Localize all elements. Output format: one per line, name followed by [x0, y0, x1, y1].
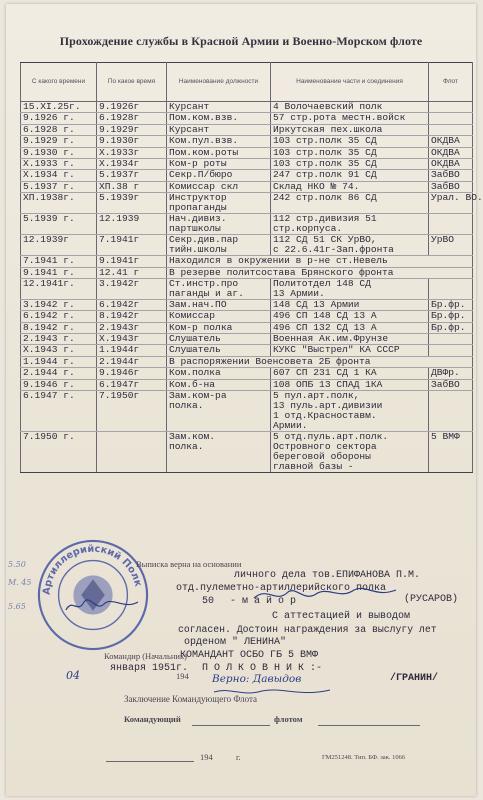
cell-pos: Курсант — [167, 102, 271, 113]
cell-unit: 112 стр.дивизия 51 стр.корпуса. — [271, 214, 429, 235]
cell-unit: 148 СД 13 Армии — [271, 299, 429, 310]
cell-from: 2.1944 г. — [21, 368, 97, 379]
cell-fleet: 5 ВМФ — [429, 432, 473, 473]
rank-line: - м а й о р — [230, 596, 297, 607]
document-title: Прохождение службы в Красной Армии и Военно-Морском флоте — [59, 34, 423, 48]
year-fragment: 50 — [202, 596, 215, 607]
cell-pos: Нач.дивиз. партшколы — [167, 214, 271, 235]
major-name: (РУСАРОВ) — [404, 594, 459, 605]
cell-fleet — [429, 124, 473, 135]
cell-fleet: ЗабВО — [429, 379, 473, 390]
print-mark: ГМ251248. Тип. БФ. зак. 1066 — [322, 754, 406, 761]
colonel-name: /ГРАНИН/ — [390, 673, 439, 684]
cell-to: 2.1944г — [97, 356, 167, 367]
cell-from: 7.1950 г. — [21, 432, 97, 473]
commanding-label: Командующий — [124, 714, 181, 724]
cell-unit: 5 пул.арт.полк, 13 пуль.арт.дивизии 1 отд.Красноставм. Армии. — [271, 391, 429, 432]
cell-to: X.1933г — [97, 147, 167, 158]
cell-fleet — [429, 391, 473, 432]
cell-pos: Слушатель — [167, 334, 271, 345]
margin-note-2: M. 45 — [8, 578, 32, 587]
cell-from: 8.1942 г. — [21, 322, 97, 333]
cell-from: X.1934 г. — [21, 170, 97, 181]
cell-unit: 607 СП 231 СД 1 КА — [271, 368, 429, 379]
table-row — [21, 158, 473, 169]
col-header-from: С какого времени — [21, 63, 97, 102]
cell-from: 5.1939 г. — [21, 214, 97, 235]
cell-pos: В распоряжении Военсовета 2Б фронта — [167, 356, 473, 367]
cell-to — [97, 432, 167, 473]
table-row — [21, 170, 473, 181]
table-row — [21, 113, 473, 124]
table-row — [21, 311, 473, 322]
table-row — [21, 322, 473, 333]
cell-unit: 108 ОПБ 13 СПАД 1КА — [271, 379, 429, 390]
cell-pos: Комиссар скл — [167, 181, 271, 192]
cell-fleet — [429, 334, 473, 345]
date-prefix: 04 — [66, 669, 80, 682]
cell-unit: 57 стр.рота местн.войск — [271, 113, 429, 124]
cell-pos: В резерве политсостава Брянского фронта — [167, 267, 473, 278]
cell-pos: Комиссар — [167, 311, 271, 322]
cell-fleet — [429, 278, 473, 299]
cell-pos: Секр.П/бюро — [167, 170, 271, 181]
agree-line: С аттестацией и выводом — [272, 611, 411, 622]
cell-unit: КУКС "Выстрел" КА СССР — [271, 345, 429, 356]
cell-to: 6.1928г — [97, 113, 167, 124]
cell-from: 7.1941 г. — [21, 256, 97, 267]
table-row — [21, 334, 473, 345]
cell-fleet: ОКДВА — [429, 147, 473, 158]
rank-colonel: П О Л К О В Н И К :- — [202, 663, 323, 674]
table-row — [21, 193, 473, 214]
table-header-row — [21, 63, 473, 102]
table-row — [21, 147, 473, 158]
date-line: января 1951г. — [110, 663, 189, 674]
table-row — [21, 299, 473, 310]
cell-pos: Пом.ком.роты — [167, 147, 271, 158]
cell-fleet: ЗабВО — [429, 170, 473, 181]
margin-note-1: 5.50 — [8, 560, 26, 569]
stamp-text: Артиллерийский Полк — [41, 543, 144, 596]
table-row — [21, 181, 473, 192]
cell-from: 9.1946 г. — [21, 379, 97, 390]
cell-to: 5.1939г — [97, 193, 167, 214]
table-row — [21, 136, 473, 147]
signature-verified-text: Верно: Давыдов — [212, 673, 302, 685]
cell-pos: Инструктор пропаганды — [167, 193, 271, 214]
cell-unit: 103 стр.полк 35 СД — [271, 158, 429, 169]
cell-to: 5.1937г — [97, 170, 167, 181]
cell-to: 12.1939 — [97, 214, 167, 235]
table-row — [21, 278, 473, 299]
cell-unit: 103 стр.полк 35 СД — [271, 147, 429, 158]
cell-to: X.1943г — [97, 334, 167, 345]
cell-pos: Ком.полка — [167, 368, 271, 379]
table-row — [21, 432, 473, 473]
cell-pos: Пом.ком.взв. — [167, 113, 271, 124]
table-body — [21, 101, 483, 473]
unit-line: отд.пулеметно-артиллерийского полка — [176, 583, 387, 594]
commander-label: Командир (Начальник) — [104, 651, 187, 661]
commander-line: КОМАНДАНТ ОСБО ГБ 5 ВМФ — [180, 650, 319, 661]
cell-from: 15.XI.25г. — [21, 102, 97, 113]
cell-unit: Склад НКО № 74. — [271, 181, 429, 192]
cell-unit: 4 Волочаевский полк — [271, 102, 429, 113]
cell-pos: Зам.ком. полка. — [167, 432, 271, 473]
cell-pos: Ком.пул.взв. — [167, 136, 271, 147]
verified-suffix: личного дела тов.ЕПИФАНОВА П.М. — [234, 570, 421, 581]
cell-unit: 247 стр.полк 91 СД — [271, 170, 429, 181]
cell-unit: Политотдел 148 СД 13 Армии. — [271, 278, 429, 299]
table-row — [21, 235, 473, 256]
document-sheet — [6, 4, 483, 796]
cell-to: 6.1942г — [97, 299, 167, 310]
cell-to: 2.1943г — [97, 322, 167, 333]
cell-pos: Секр.див.пар тийн.школы — [167, 235, 271, 256]
cell-from: 6.1947 г. — [21, 391, 97, 432]
cell-fleet: Бр.фр. — [429, 311, 473, 322]
cell-from: 9.1926 г. — [21, 113, 97, 124]
cell-from: 6.1942 г. — [21, 311, 97, 322]
table-row — [21, 345, 473, 356]
cell-from: 2.1943 г. — [21, 334, 97, 345]
cell-fleet: ДВФр. — [429, 368, 473, 379]
cell-unit: 5 отд.пуль.арт.полк. Островного сектора береговой обороны главной базы - — [271, 432, 429, 473]
cell-pos: Ст.инстр.про паганды и аг. — [167, 278, 271, 299]
cell-fleet: ОКДВА — [429, 136, 473, 147]
cell-to: 7.1950г — [97, 391, 167, 432]
cell-to: 6.1947г — [97, 379, 167, 390]
table-row — [21, 256, 473, 267]
cell-pos: Зам.нач.ПО — [167, 299, 271, 310]
cell-unit: 496 СП 148 СД 13 А — [271, 311, 429, 322]
table-row — [21, 379, 473, 390]
table-row — [21, 214, 473, 235]
cell-from: 9.1929 г. — [21, 136, 97, 147]
cell-pos: Ком-р роты — [167, 158, 271, 169]
cell-to: 1.1944г — [97, 345, 167, 356]
cell-from: 9.1941 г. — [21, 267, 97, 278]
cell-fleet: Бр.фр. — [429, 299, 473, 310]
cell-fleet: ЗабВО — [429, 181, 473, 192]
cell-pos: Ком.б-на — [167, 379, 271, 390]
cell-to: 9.1941г — [97, 256, 167, 267]
award-line-2: орденом " ЛЕНИНА" — [184, 637, 287, 648]
table-row — [21, 356, 473, 367]
cell-to: 9.1926г — [97, 102, 167, 113]
cell-unit: 103 стр.полк 35 СД — [271, 136, 429, 147]
cell-to: 7.1941г — [97, 235, 167, 256]
cell-to: 8.1942г — [97, 311, 167, 322]
cell-to: 12.41 г — [97, 267, 167, 278]
col-header-to: По какое время — [97, 63, 167, 102]
table-row — [21, 124, 473, 135]
cell-pos: Курсант — [167, 124, 271, 135]
cell-pos: Зам.ком-ра полка. — [167, 391, 271, 432]
col-header-position: Наименование должности — [167, 63, 271, 102]
cell-fleet: Урал. ВО. — [429, 193, 473, 214]
award-line-1: согласен. Достоин награждения за выслугу лет — [178, 624, 437, 635]
cell-from: X.1943 г. — [21, 345, 97, 356]
cell-unit: 496 СП 132 СД 13 А — [271, 322, 429, 333]
year-printed: 194 — [176, 671, 189, 681]
table-row — [21, 102, 473, 113]
cell-pos: Находился в окружении в р-не ст.Невель — [167, 256, 473, 267]
cell-fleet: Бр.фр. — [429, 322, 473, 333]
signature-date — [62, 592, 142, 618]
cell-to: XП.38 г — [97, 181, 167, 192]
margin-note-3: 5.65 — [8, 602, 26, 611]
cell-fleet: УрВО — [429, 235, 473, 256]
cell-from: 3.1942 г. — [21, 299, 97, 310]
col-header-fleet: Флот — [429, 63, 473, 102]
cell-to: 9.1929г — [97, 124, 167, 135]
cell-pos: Слушатель — [167, 345, 271, 356]
cell-from: 12.1939г — [21, 235, 97, 256]
cell-fleet: ОКДВА — [429, 158, 473, 169]
cell-pos: Ком-р полка — [167, 322, 271, 333]
table-row — [21, 391, 473, 432]
cell-from: 6.1928 г. — [21, 124, 97, 135]
cell-fleet — [429, 102, 473, 113]
cell-from: 1.1944 г. — [21, 356, 97, 367]
cell-unit: Военная Ак.им.Фрунзе — [271, 334, 429, 345]
cell-fleet — [429, 214, 473, 235]
cell-fleet — [429, 113, 473, 124]
cell-from: X.1933 г. — [21, 158, 97, 169]
cell-fleet — [429, 345, 473, 356]
cell-from: 12.1941г. — [21, 278, 97, 299]
cell-to: 9.1930г — [97, 136, 167, 147]
signature-major — [250, 584, 400, 606]
signature-verified — [212, 669, 332, 697]
commanding-suffix: флотом — [274, 714, 303, 724]
bottom-year-suffix: г. — [236, 752, 241, 762]
table-row — [21, 368, 473, 379]
verified-prefix: Выписка верна на основании — [136, 559, 242, 569]
cell-unit: Иркутская пех.школа — [271, 124, 429, 135]
service-table — [20, 62, 483, 473]
cell-to: 3.1942г — [97, 278, 167, 299]
bottom-year: 194 — [200, 752, 213, 762]
cell-from: 9.1930 г. — [21, 147, 97, 158]
cell-to: 9.1946г — [97, 368, 167, 379]
cell-to: X.1934г — [97, 158, 167, 169]
bottom-date-line — [106, 761, 194, 762]
col-header-unit: Наименование части и соединения — [271, 63, 429, 102]
commanding-blank-line — [192, 725, 270, 726]
cell-from: 5.1937 г. — [21, 181, 97, 192]
table-row — [21, 267, 473, 278]
cell-from: XП.1938г. — [21, 193, 97, 214]
cell-unit: 112 СД 51 СК УрВО, с 22.6.41г-Зап.фронта — [271, 235, 429, 256]
cell-unit: 242 стр.полк 86 СД — [271, 193, 429, 214]
commanding-signature-line — [318, 725, 420, 726]
conclusion-label: Заключение Командующего Флота — [124, 694, 257, 704]
